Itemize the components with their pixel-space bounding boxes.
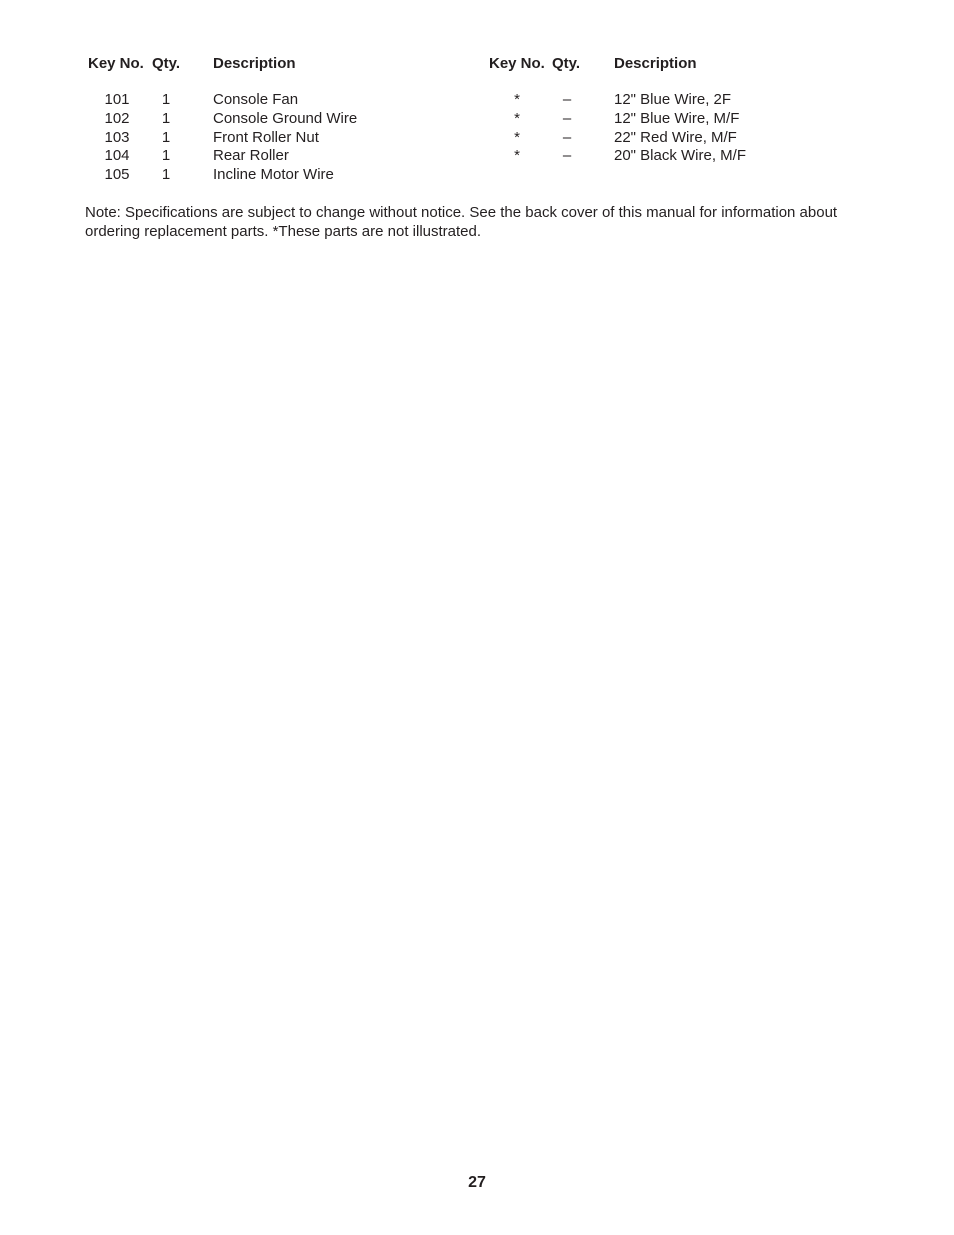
key-no-cell: 101 — [104, 91, 130, 108]
description-cell: Console Fan — [213, 91, 299, 108]
key-no-cell: * — [514, 91, 520, 108]
key-no-cell: * — [514, 110, 520, 127]
left-header-qty: Qty. — [152, 55, 181, 72]
right-header-description: Description — [614, 55, 697, 72]
description-cell: Rear Roller — [213, 147, 289, 164]
left-header-key-no: Key No. — [88, 55, 144, 72]
description-cell: Incline Motor Wire — [213, 166, 334, 183]
key-no-cell: 103 — [104, 129, 130, 146]
qty-cell: 1 — [161, 129, 171, 146]
description-cell: Console Ground Wire — [213, 110, 358, 127]
qty-cell: 1 — [161, 91, 171, 108]
right-header-qty: Qty. — [552, 55, 581, 72]
description-cell: 22" Red Wire, M/F — [614, 129, 737, 146]
description-cell: 20" Black Wire, M/F — [614, 147, 747, 164]
key-no-cell: 105 — [104, 166, 130, 183]
description-cell: 12" Blue Wire, 2F — [614, 91, 732, 108]
page-number: 27 — [468, 1174, 486, 1191]
right-header-key-no: Key No. — [489, 55, 545, 72]
key-no-cell: 102 — [104, 110, 130, 127]
key-no-cell: * — [514, 147, 520, 164]
key-no-cell: 104 — [104, 147, 130, 164]
description-cell: 12" Blue Wire, M/F — [614, 110, 740, 127]
qty-cell: 1 — [161, 147, 171, 164]
description-cell: Front Roller Nut — [213, 129, 319, 146]
qty-cell: – — [562, 91, 572, 108]
qty-cell: – — [562, 110, 572, 127]
key-no-cell: * — [514, 129, 520, 146]
qty-cell: – — [562, 147, 572, 164]
qty-cell: 1 — [161, 166, 171, 183]
specifications-note: Note: Specifications are subject to change without notice. See the back cover of this manual for information about ordering replacement parts. *These parts are not illustrated. — [85, 204, 838, 240]
left-header-description: Description — [213, 55, 296, 72]
qty-cell: – — [562, 129, 572, 146]
qty-cell: 1 — [161, 110, 171, 127]
